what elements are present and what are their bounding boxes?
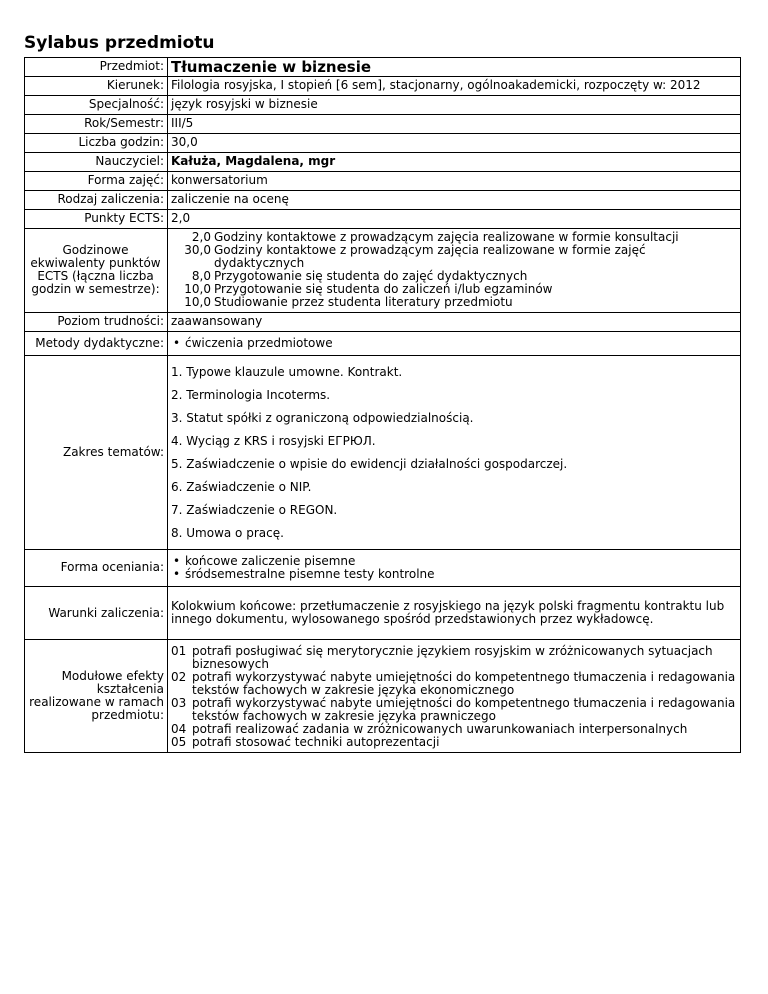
syllabus-table — [24, 57, 741, 753]
value-rok: III/5 — [168, 115, 741, 134]
bullet-icon: • — [173, 554, 181, 568]
row-metody — [25, 332, 741, 356]
row-ekwiwalenty — [25, 229, 741, 313]
row-kierunek — [25, 77, 741, 96]
effect-number: 01 — [171, 644, 187, 658]
row-ocenianie — [25, 550, 741, 587]
topic-item: 1. Typowe klauzule umowne. Kontrakt. — [171, 365, 403, 379]
label-specjalnosc: Specjalność: — [25, 96, 168, 115]
ects-text: Godziny kontaktowe z prowadzącym zajęcia realizowane w formie zajęć dydaktycznych — [214, 243, 646, 270]
value-przedmiot: Tłumaczenie w biznesie — [168, 58, 741, 77]
value-ekwiwalenty — [168, 229, 741, 313]
effect-text: potrafi stosować techniki autoprezentacji — [192, 735, 440, 749]
row-godziny — [25, 134, 741, 153]
value-forma: konwersatorium — [168, 172, 741, 191]
ects-text: Studiowanie przez studenta literatury przedmiotu — [214, 295, 513, 309]
ects-text: Przygotowanie się studenta do zajęć dydaktycznych — [214, 269, 528, 283]
topic-item: 6. Zaświadczenie o NIP. — [171, 480, 312, 494]
effect-number: 04 — [171, 722, 187, 736]
value-poziom: zaawansowany — [168, 313, 741, 332]
topic-item: 3. Statut spółki z ograniczoną odpowiedzialnością. — [171, 411, 474, 425]
topic-item: 5. Zaświadczenie o wpisie do ewidencji działalności gospodarczej. — [171, 457, 568, 471]
effect-item — [171, 671, 737, 697]
row-forma — [25, 172, 741, 191]
value-warunki: Kolokwium końcowe: przetłumaczenie z rosyjskiego na język polski fragmentu kontraktu lub innego dokumentu, wylosowanego spośród przedstawionych przez wykładowcę. — [168, 587, 741, 640]
label-poziom: Poziom trudności: — [25, 313, 168, 332]
label-warunki: Warunki zaliczenia: — [25, 587, 168, 640]
ects-text: Przygotowanie się studenta do zaliczeń i/lub egzaminów — [214, 282, 553, 296]
value-zakres — [168, 356, 741, 550]
row-przedmiot — [25, 58, 741, 77]
label-rodzaj: Rodzaj zaliczenia: — [25, 191, 168, 210]
value-metody — [168, 332, 741, 356]
value-ects: 2,0 — [168, 210, 741, 229]
row-zakres — [25, 356, 741, 550]
label-nauczyciel: Nauczyciel: — [25, 153, 168, 172]
topic-item: 8. Umowa o pracę. — [171, 526, 284, 540]
ects-item — [171, 296, 737, 309]
topic-item: 7. Zaświadczenie o REGON. — [171, 503, 338, 517]
value-nauczyciel: Kałuża, Magdalena, mgr — [168, 153, 741, 172]
effect-text: potrafi posługiwać się merytorycznie językiem rosyjskim w zróżnicowanych sytuacjach biznesowych — [192, 644, 713, 671]
topic-item: 4. Wyciąg z KRS i rosyjski ЕГРЮЛ. — [171, 434, 376, 448]
label-ocenianie: Forma oceniania: — [25, 550, 168, 587]
ects-hours: 10,0 — [184, 295, 211, 309]
row-specjalnosc — [25, 96, 741, 115]
effect-number: 05 — [171, 735, 187, 749]
value-kierunek: Filologia rosyjska, I stopień [6 sem], stacjonarny, ogólnoakademicki, rozpoczęty w: 2012 — [168, 77, 741, 96]
row-ects — [25, 210, 741, 229]
methods-list — [171, 337, 737, 350]
bullet-icon: • — [173, 567, 181, 581]
label-przedmiot: Przedmiot: — [25, 58, 168, 77]
assessment-list — [171, 555, 737, 581]
topic-item: 2. Terminologia Incoterms. — [171, 388, 331, 402]
value-rodzaj: zaliczenie na ocenę — [168, 191, 741, 210]
effect-text: potrafi realizować zadania w zróżnicowanych uwarunkowaniach interpersonalnych — [192, 722, 688, 736]
effect-item — [171, 736, 737, 749]
label-metody: Metody dydaktyczne: — [25, 332, 168, 356]
list-item: • śródsemestralne pisemne testy kontrolne — [173, 567, 435, 581]
effect-item — [171, 697, 737, 723]
row-poziom — [25, 313, 741, 332]
label-ekwiwalenty: Godzinowe ekwiwalenty punktów ECTS (łączna liczba godzin w semestrze): — [25, 229, 168, 313]
value-specjalnosc: język rosyjski w biznesie — [168, 96, 741, 115]
value-ocenianie — [168, 550, 741, 587]
row-efekty — [25, 640, 741, 753]
label-ects: Punkty ECTS: — [25, 210, 168, 229]
row-nauczyciel — [25, 153, 741, 172]
label-zakres: Zakres tematów: — [25, 356, 168, 550]
list-item: • ćwiczenia przedmiotowe — [173, 336, 333, 350]
ects-text: Godziny kontaktowe z prowadzącym zajęcia realizowane w formie konsultacji — [214, 230, 679, 244]
row-rodzaj — [25, 191, 741, 210]
effect-text: potrafi wykorzystywać nabyte umiejętności do kompetentnego tłumaczenia i redagowania tekstów fachowych w zakresie języka prawniczego — [192, 696, 736, 723]
ects-item — [171, 244, 737, 270]
page-title: Sylabus przedmiotu — [24, 33, 215, 53]
bullet-icon: • — [173, 336, 181, 350]
row-warunki — [25, 587, 741, 640]
effect-number: 03 — [171, 696, 187, 710]
effect-number: 02 — [171, 670, 187, 684]
ects-hours: 2,0 — [191, 230, 211, 244]
list-item: • końcowe zaliczenie pisemne — [173, 554, 356, 568]
effect-item — [171, 645, 737, 671]
ects-hours: 30,0 — [184, 243, 211, 257]
value-efekty — [168, 640, 741, 753]
label-rok: Rok/Semestr: — [25, 115, 168, 134]
label-efekty: Modułowe efekty kształcenia realizowane w ramach przedmiotu: — [25, 640, 168, 753]
label-kierunek: Kierunek: — [25, 77, 168, 96]
ects-hours: 8,0 — [191, 269, 211, 283]
row-rok — [25, 115, 741, 134]
value-godziny: 30,0 — [168, 134, 741, 153]
label-godziny: Liczba godzin: — [25, 134, 168, 153]
effect-text: potrafi wykorzystywać nabyte umiejętności do kompetentnego tłumaczenia i redagowania tekstów fachowych w zakresie języka ekonomicznego — [192, 670, 736, 697]
label-forma: Forma zajęć: — [25, 172, 168, 191]
ects-hours: 10,0 — [184, 282, 211, 296]
